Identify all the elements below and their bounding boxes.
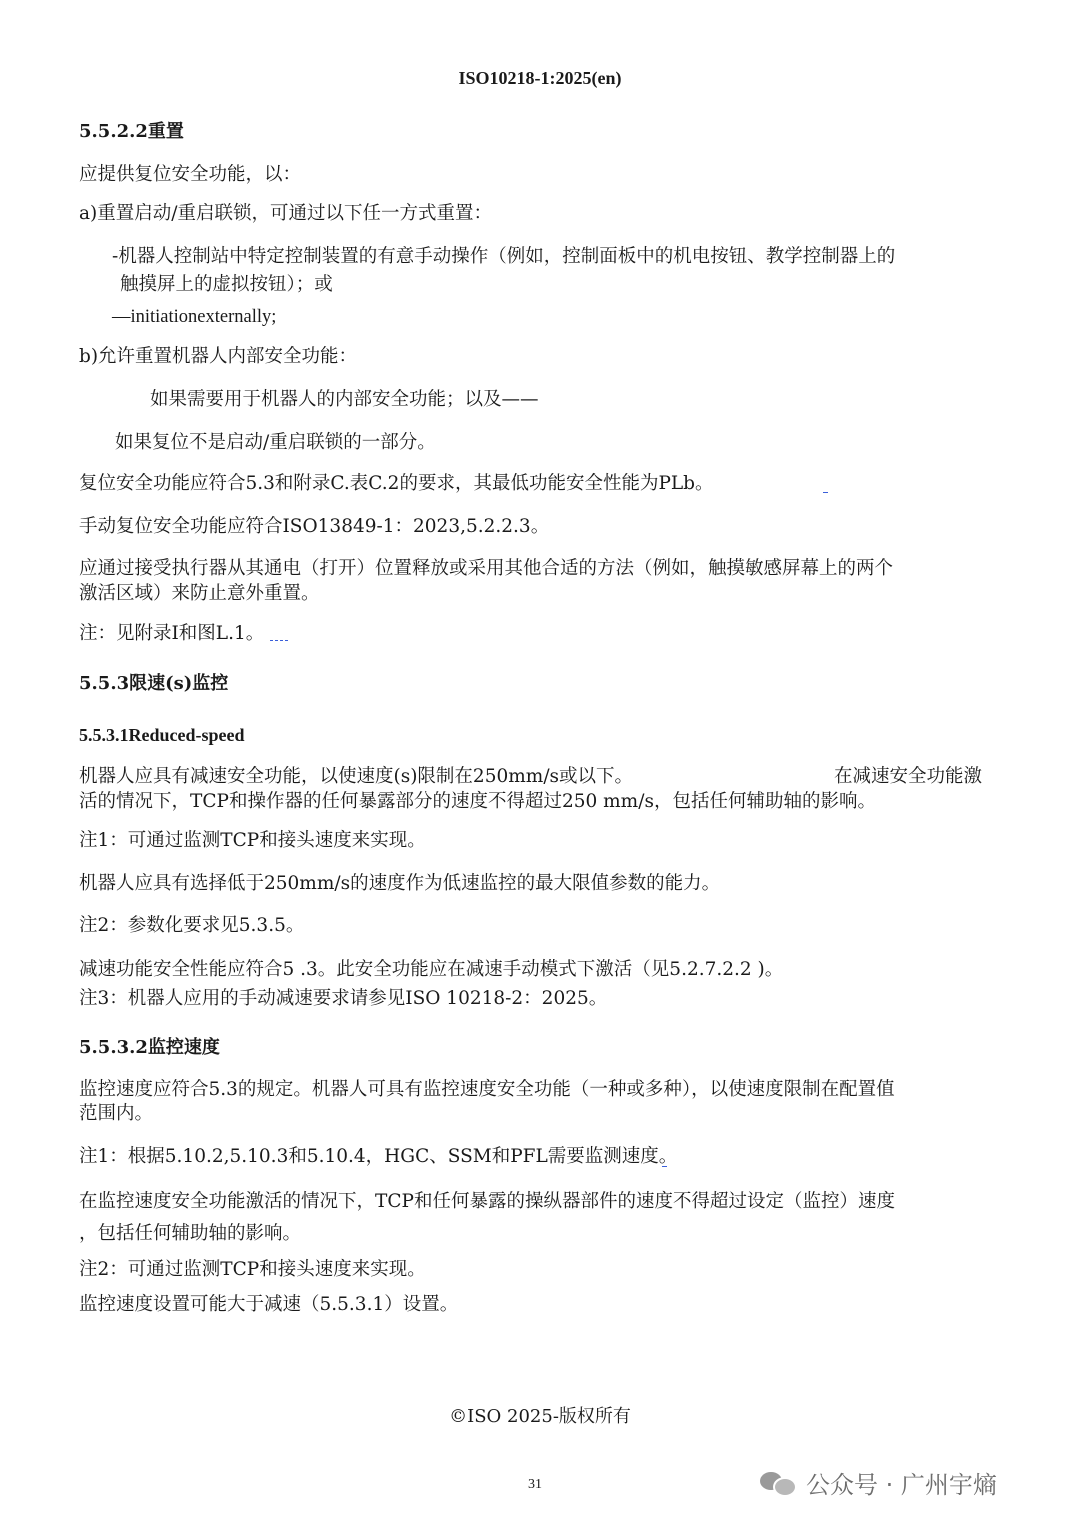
copyright-footer: ©ISO 2025-版权所有 (449, 1406, 631, 1427)
edit-mark (662, 1166, 667, 1167)
paragraph-line: 机器人应具有减速安全功能，以使速度(s)限制在250mm/s或以下。 (79, 766, 634, 787)
paragraph-line: 机器人应具有选择低于250mm/s的速度作为低速监控的最大限值参数的能力。 (79, 873, 721, 894)
watermark-text: 公众号 · 广州宇熵 (806, 1470, 997, 1499)
paragraph-line: 在减速安全功能激 (834, 766, 983, 787)
paragraph-line: 在监控速度安全功能激活的情况下，TCP和任何暴露的操纵器部件的速度不得超过设定（监控）速度 (79, 1191, 895, 1212)
section-heading-5-5-2-2: 5.5.2.2重置 (79, 121, 184, 142)
sub-item-line: -机器人控制站中特定控制装置的有意手动操作（例如，控制面板中的机电按钮、教学控制器上的 (112, 246, 896, 267)
sub-item-line: —initiationexternally; (112, 307, 277, 327)
paragraph-line: 范围内。 (79, 1103, 154, 1124)
note-line: 注1：根据5.10.2,5.10.3和5.10.4，HGC、SSM和PFL需要监测速度。 (79, 1146, 678, 1167)
list-item-b: b)允许重置机器人内部安全功能： (79, 346, 358, 367)
note-line: 注2：可通过监测TCP和接头速度来实现。 (79, 1259, 426, 1280)
section-heading-5-5-3: 5.5.3限速(s)监控 (79, 673, 229, 694)
note-line: 注2：参数化要求见5.3.5。 (79, 915, 305, 936)
paragraph-line: 应通过接受执行器从其通电（打开）位置释放或采用其他合适的方法（例如，触摸敏感屏幕上的两个 (79, 558, 894, 579)
note-line: 注：见附录I和图L.1。 (79, 623, 265, 644)
note-line: 注1：可通过监测TCP和接头速度来实现。 (79, 830, 426, 851)
paragraph-line: 应提供复位安全功能，以： (79, 164, 302, 185)
paragraph-line: 活的情况下，TCP和操作器的任何暴露部分的速度不得超过250 mm/s，包括任何辅助轴的影响。 (79, 791, 876, 812)
sub-item-line: 如果复位不是启动/重启联锁的一部分。 (115, 432, 436, 453)
paragraph-line: ，包括任何辅助轴的影响。 (79, 1223, 302, 1244)
note-line: 注3：机器人应用的手动减速要求请参见ISO 10218-2：2025。 (79, 988, 608, 1009)
sub-item-line: 如果需要用于机器人的内部安全功能；以及—— (150, 389, 539, 410)
wechat-icon (760, 1468, 796, 1496)
page-number: 31 (528, 1477, 542, 1492)
sub-item-line: 触摸屏上的虚拟按钮）；或 (120, 274, 333, 295)
section-heading-5-5-3-1: 5.5.3.1Reduced-speed (79, 725, 245, 745)
paragraph-line: 复位安全功能应符合5.3和附录C.表C.2的要求，其最低功能安全性能为PLb。 (79, 473, 714, 494)
edit-mark (823, 492, 828, 493)
list-item-a: a)重置启动/重启联锁，可通过以下任一方式重置： (79, 203, 492, 224)
watermark (760, 1462, 997, 1502)
document-header: ISO10218-1:2025(en) (458, 68, 622, 88)
paragraph-line: 手动复位安全功能应符合ISO13849-1：2023,5.2.2.3。 (79, 516, 550, 537)
paragraph-line: 监控速度应符合5.3的规定。机器人可具有监控速度安全功能（一种或多种），以使速度限制在配置值 (79, 1079, 895, 1100)
paragraph-line: 激活区域）来防止意外重置。 (79, 583, 320, 604)
section-heading-5-5-3-2: 5.5.3.2监控速度 (79, 1037, 220, 1058)
paragraph-line: 减速功能安全性能应符合5 .3。此安全功能应在减速手动模式下激活（见5.2.7.2.2 )。 (79, 959, 784, 980)
edit-mark (270, 640, 288, 641)
paragraph-line: 监控速度设置可能大于减速（5.5.3.1）设置。 (79, 1294, 459, 1315)
